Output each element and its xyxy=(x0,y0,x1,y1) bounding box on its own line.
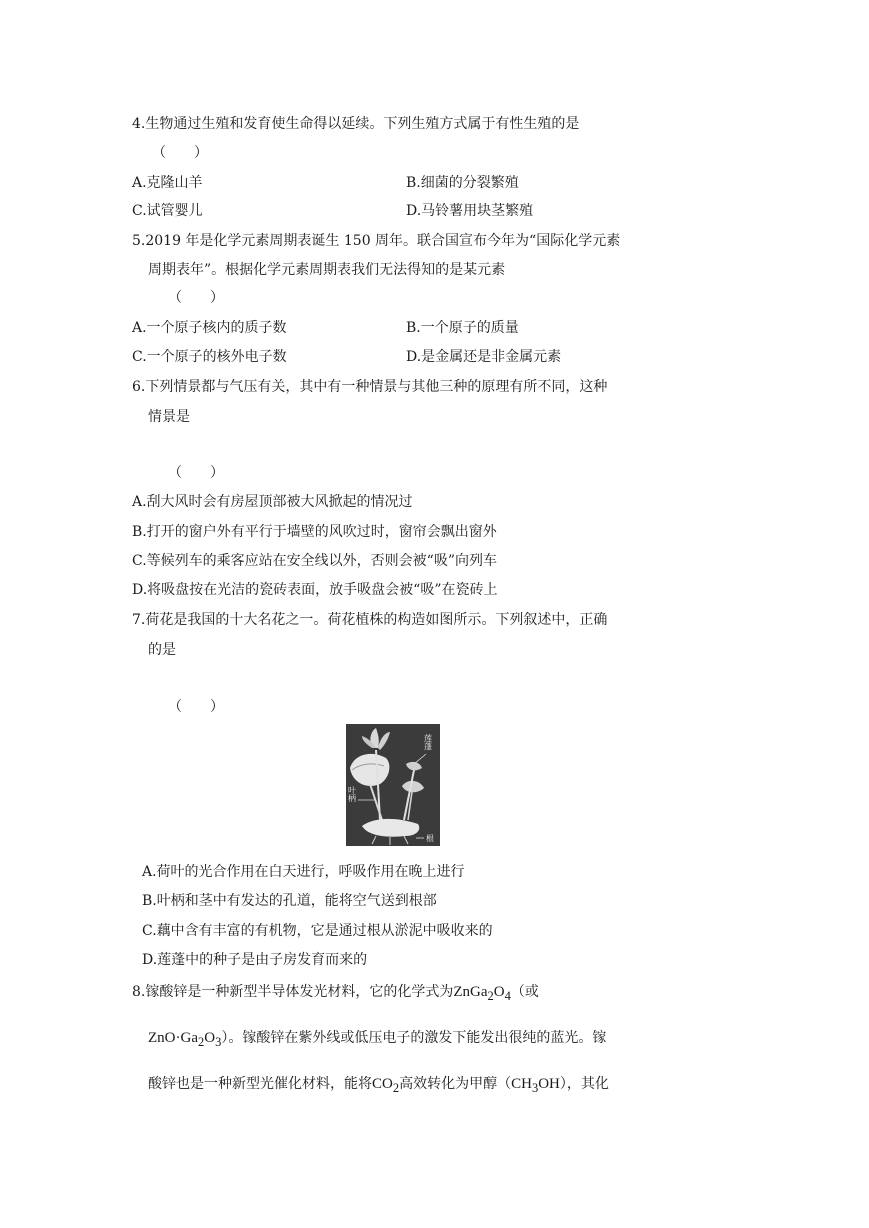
q6-answer-paren: （ ） xyxy=(168,465,224,481)
q5-stem-line2: 周期表年”。根据化学元素周期表我们无法得知的是某元素 xyxy=(148,262,506,278)
q4-option-c: C.试管婴儿 xyxy=(132,203,203,219)
q4-stem: 4.生物通过生殖和发育使生命得以延续。下列生殖方式属于有性生殖的是 xyxy=(132,116,580,132)
q7-answer-paren: （ ） xyxy=(168,699,224,715)
q5-option-d: D.是金属还是非金属元素 xyxy=(406,349,562,365)
q8-line2: $ZnO\cdot Ga_2O_3$）。镓酸锌在紫外线或低压电子的激发下能发出很纯的蓝光。镓 xyxy=(148,1030,607,1049)
q5-stem-line1: 5.2019 年是化学元素周期表诞生 150 周年。联合国宣布今年为“国际化学元素 xyxy=(132,233,621,249)
formula-zno-ga2o3: $ZnO\cdot Ga_2O_3$ xyxy=(148,1030,222,1049)
q5-option-b: B.一个原子的质量 xyxy=(406,320,519,336)
q7-option-d: D.莲蓬中的种子是由子房发育而来的 xyxy=(142,952,368,968)
formula-ch3oh: $CH_3OH$ xyxy=(511,1076,560,1095)
q4-option-b: B.细菌的分裂繁殖 xyxy=(406,175,519,191)
q6-option-c: C.等候列车的乘客应站在安全线以外，否则会被“吸”向列车 xyxy=(132,553,497,569)
q6-option-b: B.打开的窗户外有平行于墙壁的风吹过时，窗帘会飘出窗外 xyxy=(132,524,497,540)
formula-zngao4: $ZnGa_2O_4$ xyxy=(453,984,511,1003)
q7-option-c: C.藕中含有丰富的有机物，它是通过根从淤泥中吸收来的 xyxy=(142,923,493,939)
q7-option-b: B.叶柄和茎中有发达的孔道，能将空气送到根部 xyxy=(142,893,437,909)
q4-answer-paren: （ ） xyxy=(152,145,208,161)
q6-stem-line1: 6.下列情景都与气压有关，其中有一种情景与其他三种的原理有所不同，这种 xyxy=(132,379,608,395)
q8-line3: 酸锌也是一种新型光催化材料，能将$CO_2$高效转化为甲醇$(CH_3OH)$，其化 xyxy=(148,1076,609,1095)
figure-label-lianpeng: 莲蓬 xyxy=(423,734,433,750)
lotus-plant-figure xyxy=(346,724,440,846)
q4-option-a: A.克隆山羊 xyxy=(132,175,203,191)
q6-option-a: A.刮大风时会有房屋顶部被大风掀起的情况过 xyxy=(132,494,413,510)
figure-label-gen: 根 xyxy=(426,834,434,843)
formula-co2: $CO_2$ xyxy=(372,1076,400,1095)
q5-answer-paren: （ ） xyxy=(168,290,224,306)
q6-option-d: D.将吸盘按在光洁的瓷砖表面，放手吸盘会被“吸”在瓷砖上 xyxy=(132,582,498,598)
figure-label-yebing: 叶柄 xyxy=(347,786,357,802)
q4-option-d: D.马铃薯用块茎繁殖 xyxy=(406,203,534,219)
q5-option-a: A.一个原子核内的质子数 xyxy=(132,320,287,336)
q7-stem-line2: 的是 xyxy=(148,642,176,658)
q5-option-c: C.一个原子的核外电子数 xyxy=(132,349,287,365)
q8-line1: 8.镓酸锌是一种新型半导体发光材料，它的化学式为$ZnGa_2O_4$（或 xyxy=(132,984,539,1003)
q6-stem-line2: 情景是 xyxy=(148,409,190,425)
q7-option-a: A.荷叶的光合作用在白天进行，呼吸作用在晚上进行 xyxy=(142,864,465,880)
q7-stem-line1: 7.荷花是我国的十大名花之一。荷花植株的构造如图所示。下列叙述中，正确 xyxy=(132,612,608,628)
